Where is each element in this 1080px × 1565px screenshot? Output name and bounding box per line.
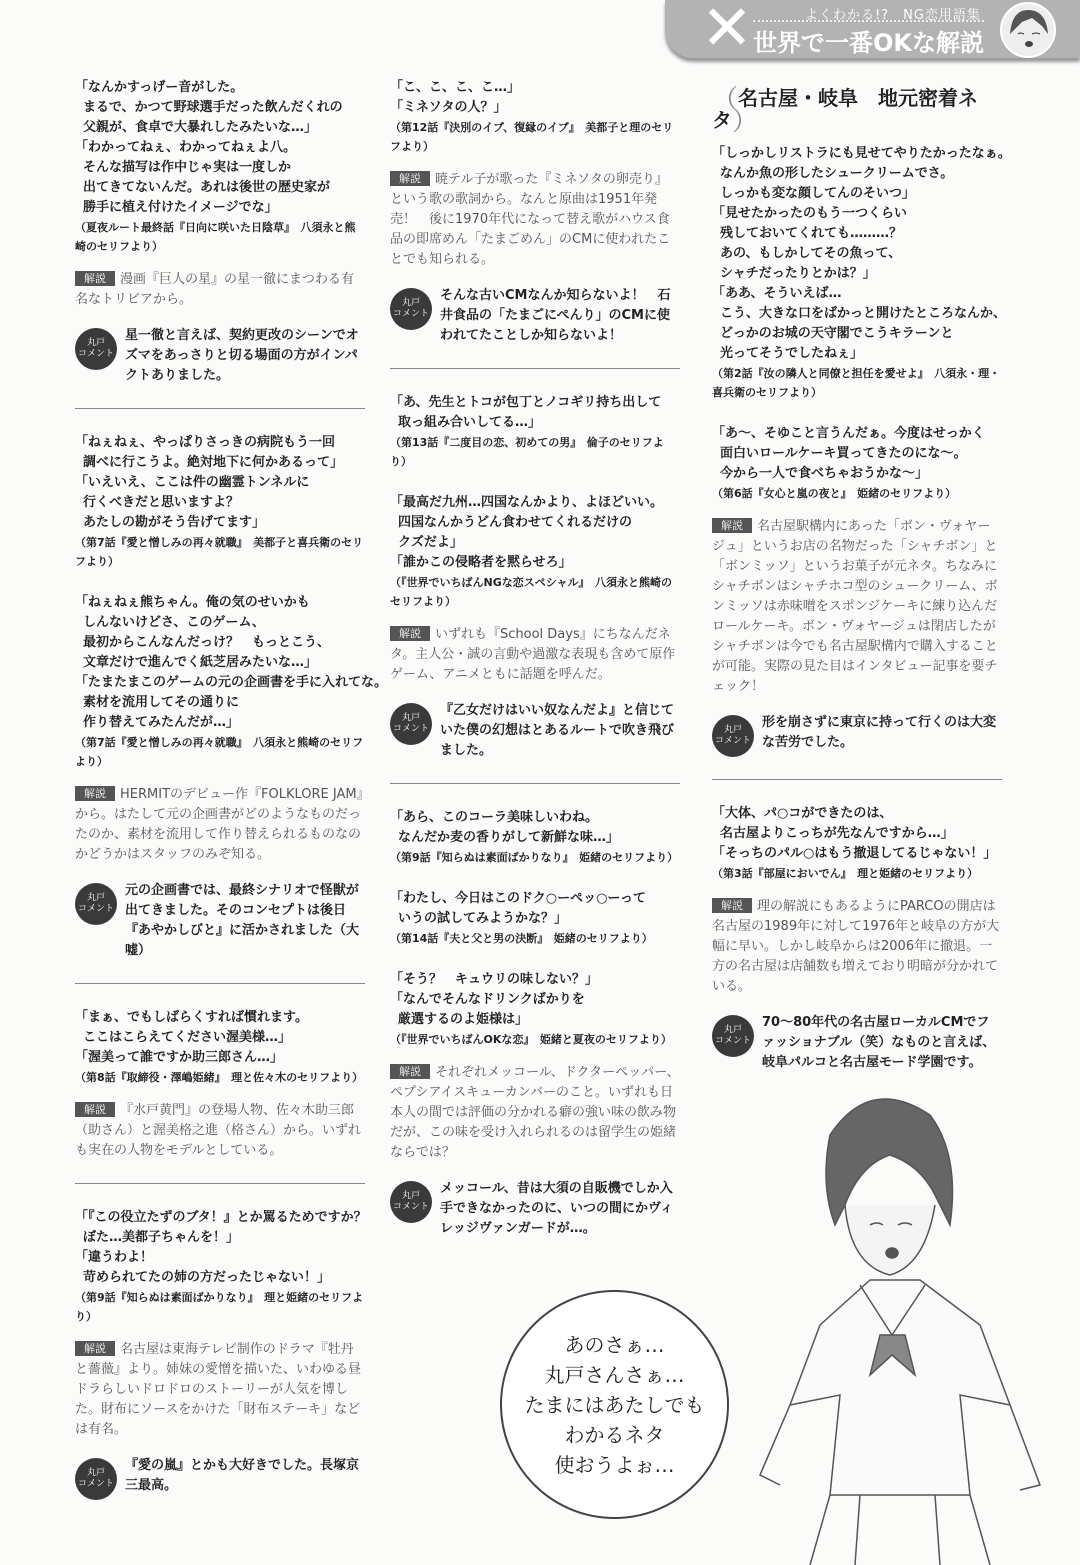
bubble-line: たまにはあたしでも [524, 1392, 705, 1417]
quote-line: 作り替えてみたんだが…」 [83, 715, 240, 730]
entry [390, 493, 680, 761]
kaisetsu-label: 解説 [390, 171, 430, 186]
section-divider [390, 783, 680, 784]
dialogue-quote [390, 493, 680, 573]
marudo-comment [390, 286, 680, 346]
marudo-comment-badge-icon [712, 715, 754, 757]
marudo-comment [75, 1456, 365, 1500]
explanation [712, 897, 1002, 997]
quote-line: 出てきてないんだ。あれは後世の歴史家が [83, 180, 331, 195]
badge-line: コメント [392, 309, 429, 319]
explanation [75, 1340, 365, 1440]
x-mark-icon: ✕ [701, 0, 753, 64]
entry [390, 808, 680, 867]
comment-text: 星一徹と言えば、契約更改のシーンでオズマをあっさりと切る場面の方がインパクトありました。 [125, 328, 359, 383]
entry [75, 593, 388, 961]
kaisetsu-label: 解説 [390, 1064, 430, 1079]
quote-line: 面白いロールケーキ買ってきたのにな～。 [720, 446, 967, 461]
column-1 [75, 78, 388, 1522]
marudo-comment-badge-icon [75, 883, 117, 925]
marudo-comment [75, 326, 365, 386]
explanation-text: HERMITのデビュー作『FOLKLORE JAM』から。はたして元の企画書がどのようなものだったのか、素材を流用して作り替えられるものなのかどうかはスタッフのみぞ知る。 [75, 787, 364, 862]
quote-line: なんか魚の形したシュークリームでさ。 [720, 166, 954, 181]
quote-line: 光ってそうでしたねぇ」 [720, 346, 864, 361]
explanation [712, 517, 1002, 697]
quote-line: クズだよ」 [398, 535, 463, 550]
entry [75, 1208, 365, 1500]
quote-line: 調べに行こうよ。絶対地下に何かあるって」 [83, 455, 344, 470]
kaisetsu-label: 解説 [390, 626, 430, 641]
explanation-text: 『水戸黄門』の登場人物、佐々木助三郎（助さん）と渥美格之進（格さん）から。いずれも実在の人物をモデルとしている。 [75, 1103, 362, 1158]
quote-line: 行くべきだと思いますよ？ [83, 495, 240, 510]
badge-line: 丸戸 [401, 298, 420, 308]
marudo-comment [712, 1013, 1002, 1073]
dialogue-quote [75, 78, 365, 218]
quote-source: （第13話『二度目の恋、初めての男』 倫子のセリフより） [390, 436, 664, 468]
entry [712, 424, 1002, 757]
badge-line: 丸戸 [723, 1025, 742, 1035]
kaisetsu-label: 解説 [712, 898, 752, 913]
explanation-text: 理の解説にもあるようにPARCOの開店は名古屋の1989年に対して1976年と岐阜の方が大幅に早い。しかし岐阜からは2006年に撤退。一方の名古屋は店舗数も増えており明暗が分かれている。 [712, 899, 1000, 994]
marudo-comment-badge-icon [75, 328, 117, 370]
quote-line: 「そう？ キュウリの味しない？」 [390, 972, 599, 987]
quote-line: どっかのお城の天守閣でこうキラーンと [720, 326, 954, 341]
kaisetsu-label: 解説 [75, 271, 115, 286]
comment-text: 『愛の嵐』とかも大好きでした。長塚京三最高。 [125, 1458, 360, 1493]
badge-line: コメント [714, 1036, 751, 1046]
quote-line: 「大体、パ○コができたのは、 [712, 806, 893, 821]
dialogue-quote [390, 393, 680, 433]
quote-line: 「いえいえ、ここは件の幽霊トンネルに [75, 475, 310, 490]
entry [390, 889, 680, 948]
badge-line: 丸戸 [86, 893, 105, 903]
explanation [75, 785, 365, 865]
speech-bubble [500, 1290, 729, 1519]
column-2 [390, 78, 680, 1261]
quote-line: 最初からこんなんだっけ？ もっとこう、 [83, 635, 331, 650]
marudo-comment-badge-icon [390, 703, 432, 745]
badge-line: 丸戸 [401, 1191, 420, 1201]
quote-source: （夏夜ルート最終話『日向に咲いた日陰草』 八須永と熊崎のセリフより） [75, 221, 356, 253]
explanation-text: 暁テル子が歌った『ミネソタの卵売り』という歌の歌詞から。なんと原曲は1951年発売！ 後に1970年代になって替え歌がハウス食品の即席めん「たまごめん」のCMに使われたことでも知られる。 [390, 172, 671, 267]
quote-source: （第2話『汝の隣人と同僚と担任を愛せよ』 八須永・理・喜兵衛のセリフより） [712, 367, 1001, 399]
badge-line: 丸戸 [86, 1468, 105, 1478]
explanation-text: それぞれメッコール、ドクターペッパー、ペプシアイスキューカンバーのこと。いずれも日本人の間では評価の分かれる癖の強い味の飲み物だが、この味を受け入れられるのは留学生の姫緒ならでは？ [390, 1065, 680, 1160]
quote-line: こう、大きな口をばかっと開けたところなんか、 [720, 306, 1007, 321]
quote-line: 「見せたかったのもう一つくらい [712, 206, 908, 221]
dialogue-quote [390, 970, 680, 1030]
bubble-line: 使おうよぉ… [554, 1452, 675, 1477]
bubble-line: 丸戸さんさぁ… [544, 1362, 685, 1387]
quote-line: 文章だけで進んでく紙芝居みたいな…」 [83, 655, 318, 670]
bracket-icon: ） [732, 107, 759, 137]
header-subtitle: よくわかる!? NG恋用語集 [805, 8, 981, 23]
quote-line: 「『この役立たずのブタ！』とか罵るためですか？ [75, 1210, 367, 1225]
comment-text: 70～80年代の名古屋ローカルCMでファッショナブル（笑）なものと言えば、岐阜パルコと名古屋モード学園です。 [762, 1015, 996, 1070]
comment-text: メッコール、昔は大須の自販機でしか入手できなかったのに、いつの間にかヴィレッジヴァンガードが…。 [440, 1181, 674, 1236]
quote-line: ぼた…美都子ちゃんを！」 [83, 1230, 240, 1245]
badge-line: コメント [77, 904, 114, 914]
quote-source: （第9話『知らぬは素面ばかりなり』 理と姫緒のセリフより） [75, 1291, 364, 1323]
entry [712, 804, 1002, 1073]
quote-line: しんないけどさ、このゲーム、 [83, 615, 265, 630]
quote-line: 「ミネソタの人？」 [390, 100, 507, 115]
quote-source: （第7話『愛と憎しみの再々就職』 八須永と熊崎のセリフより） [75, 736, 364, 768]
quote-source: （第6話『女心と嵐の夜と』 姫緒のセリフより） [712, 487, 957, 500]
quote-source: （第9話『知らぬは素面ばかりなり』 姫緒のセリフより） [390, 851, 679, 864]
entry [75, 433, 365, 571]
entry [712, 144, 1011, 402]
badge-line: コメント [392, 724, 429, 734]
badge-line: コメント [77, 349, 114, 359]
badge-line: コメント [392, 1202, 429, 1212]
quote-source: （第14話『夫と父と男の決断』 姫緒のセリフより） [390, 932, 653, 945]
entry [390, 393, 680, 471]
explanation [75, 1101, 365, 1161]
quote-line: 厳選するのよ姫様は」 [398, 1012, 529, 1027]
quote-line: 「ねぇねぇ熊ちゃん。俺の気のせいかも [75, 595, 310, 610]
character-face-icon [1000, 2, 1056, 58]
section-divider [75, 983, 365, 984]
quote-line: 「たまたまこのゲームの元の企画書を手に入れてな。 [75, 675, 388, 690]
quote-line: 「ああ、そういえば… [712, 286, 842, 301]
quote-line: 「渥美って誰ですか助三郎さん…」 [75, 1050, 284, 1065]
quote-line: 「わたし、今日はこのドク○ーペッ○ーって [390, 891, 646, 906]
quote-source: （第8話『取締役・澤嶋姫緒』 理と佐々木のセリフより） [75, 1071, 364, 1084]
dialogue-quote [75, 593, 388, 733]
quote-line: 「あ、先生とトコが包丁とノコギリ持ち出して [390, 395, 662, 410]
comment-text: 形を崩さずに東京に持って行くのは大変な苦労でした。 [762, 715, 997, 750]
explanation [75, 270, 365, 310]
entry [75, 78, 365, 386]
quote-line: 「わかってねぇ、わかってねぇよ八。 [75, 140, 297, 155]
dialogue-quote [390, 808, 680, 848]
dialogue-quote [75, 1208, 365, 1288]
section-heading [712, 85, 1002, 137]
quote-line: なんだか麦の香りがして新鮮な味…」 [398, 830, 620, 845]
quote-line: 「なんでそんなドリンクばかりを [390, 992, 585, 1007]
page-header-banner [665, 0, 1080, 64]
dialogue-quote [75, 1008, 365, 1068]
dialogue-quote [712, 144, 1011, 364]
quote-line: 今から一人で食べちゃおうかな～」 [720, 466, 929, 481]
badge-line: 丸戸 [723, 725, 742, 735]
quote-source: （第7話『愛と憎しみの再々就職』 美都子と喜兵衛のセリフより） [75, 536, 364, 568]
section-heading-text: 名古屋・岐阜 地元密着ネタ [712, 86, 979, 132]
column-3 [712, 78, 1011, 1095]
marudo-comment-badge-icon [390, 288, 432, 330]
quote-line: 「あ～、そゆこと言うんだぁ。今度はせっかく [712, 426, 985, 441]
section-divider [75, 408, 365, 409]
quote-line: 「こ、こ、こ、こ…」 [390, 80, 521, 95]
badge-line: 丸戸 [86, 338, 105, 348]
quote-source: （『世界でいちばんOKな恋』 姫緒と夏夜のセリフより） [390, 1033, 672, 1046]
dialogue-quote [390, 889, 680, 929]
quote-line: 「あら、このコーラ美味しいわね。 [390, 810, 599, 825]
badge-line: 丸戸 [401, 713, 420, 723]
explanation [390, 170, 680, 270]
quote-line: いうの試してみようかな？」 [398, 911, 568, 926]
quote-source: （第12話『決別のイブ、復縁のイブ』 美都子と理のセリフより） [390, 121, 674, 153]
badge-line: コメント [77, 1479, 114, 1489]
dialogue-quote [390, 78, 680, 118]
quote-source: （第3話『部屋においでん』 理と姫緒のセリフより） [712, 867, 979, 880]
quote-line: 「誰かこの侵略者を黙らせろ」 [390, 555, 572, 570]
marudo-comment [390, 701, 680, 761]
dialogue-quote [712, 424, 1002, 484]
dialogue-quote [712, 804, 1002, 864]
marudo-comment [75, 881, 365, 961]
quote-line: 素材を流用してその通りに [83, 695, 240, 710]
section-divider [712, 779, 1002, 780]
kaisetsu-label: 解説 [75, 1341, 115, 1356]
quote-line: あたしの勘がそう告げてます」 [83, 515, 266, 530]
quote-line: 「なんかすっげー音がした。 [75, 80, 244, 95]
explanation-text: 名古屋駅構内にあった「ボン・ヴォヤージュ」というお店の名物だった「シャチボン」と「ボンミッソ」というお菓子が元ネタ。ちなみにシャチボンはシャチホコ型のシュークリーム、ボンミッソは赤味噌をスポンジケーキに練り込んだロールケーキ。ボン・ヴォヤージュは閉店したがシャチボンは今でも名古屋駅構内で購入することが可能。実際の見た目はインタビュー記事を要チェック！ [712, 519, 998, 694]
marudo-comment [390, 1179, 680, 1239]
explanation [390, 625, 680, 685]
kaisetsu-label: 解説 [75, 1102, 115, 1117]
quote-line: 「最高だ九州…四国なんかより、よほどいい。 [390, 495, 664, 510]
quote-line: しっかも変な顔してんのそいつ」 [720, 186, 916, 201]
bubble-line: わかるネタ [564, 1422, 665, 1447]
marudo-comment-badge-icon [712, 1015, 754, 1057]
section-divider [390, 368, 680, 369]
quote-line: 父親が、食卓で大暴れしたみたいな…」 [83, 120, 318, 135]
quote-line: 「そっちのパル○はもう撤退してるじゃない！」 [712, 846, 997, 861]
quote-line: 苛められてたの姉の方だったじゃない！」 [83, 1270, 331, 1285]
quote-line: そんな描写は作中じゃ実は一度しか [83, 160, 292, 175]
quote-line: 「ねぇねぇ、やっぱりさっきの病院もう一回 [75, 435, 336, 450]
quote-line: 「違うわよ！ [75, 1250, 154, 1265]
comment-text: 元の企画書では、最終シナリオで怪獣が出てきました。そのコンセプトは後日『あやかしびと』に活かされました（大嘘） [125, 883, 360, 958]
section-divider [75, 1183, 365, 1184]
explanation [390, 1063, 680, 1163]
bubble-line: あのさぁ… [564, 1332, 665, 1357]
header-title: 世界で一番OKな解説 [753, 20, 984, 58]
comment-text: 『乙女だけはいい奴なんだよ』と信じていた僕の幻想はとあるルートで吹き飛びました。 [440, 703, 675, 758]
entry [75, 1008, 365, 1161]
badge-line: コメント [714, 736, 751, 746]
dialogue-quote [75, 433, 365, 533]
marudo-comment-badge-icon [390, 1181, 432, 1223]
quote-source: （『世界でいちばんNGな恋スペシャル』 八須永と熊崎のセリフより） [390, 576, 673, 608]
bracket-icon: （ [712, 85, 739, 115]
quote-line: 四国なんかうどん食わせてくれるだけの [398, 515, 633, 530]
quote-line: ここはこらえてください渥美様…」 [83, 1030, 292, 1045]
character-illustration [720, 1075, 1080, 1565]
quote-line: 勝手に植え付けたイメージでな」 [83, 200, 278, 215]
quote-line: シャチだったりとかは？」 [720, 266, 876, 281]
quote-line: 名古屋よりこっちが先なんですから…」 [720, 826, 954, 841]
quote-line: 残しておいてくれても………？ [720, 226, 903, 241]
quote-line: 「まぁ、でもしばらくすれば慣れます。 [75, 1010, 308, 1025]
explanation-text: いずれも『School Days』にちなんだネタ。主人公・誠の言動や過激な表現も含めて原作ゲーム、アニメともに話題を呼んだ。 [390, 627, 676, 682]
kaisetsu-label: 解説 [712, 518, 752, 533]
explanation-text: 名古屋は東海テレビ制作のドラマ『牡丹と薔薇』より。姉妹の愛憎を描いた、いわゆる昼ドラらしいドロドロのストーリーが人気を博した。財布にソースをかけた「財布ステーキ」などは有名。 [75, 1342, 362, 1437]
quote-line: まるで、かつて野球選手だった飲んだくれの [83, 100, 343, 115]
comment-text: そんな古いCMなんか知らないよ！ 石井食品の「たまごにぺんり」のCMに使われてたことしか知らないよ！ [440, 288, 671, 343]
quote-line: あの、もしかしてその魚って、 [720, 246, 902, 261]
marudo-comment [712, 713, 1002, 757]
entry [390, 970, 680, 1239]
quote-line: 「しっかしリストラにも見せてやりたかったなぁ。 [712, 146, 1011, 161]
kaisetsu-label: 解説 [75, 786, 115, 801]
explanation-text: 漫画『巨人の星』の星一徹にまつわる有名なトリビアから。 [75, 272, 355, 307]
quote-line: 取っ組み合いしてる…」 [398, 415, 542, 430]
marudo-comment-badge-icon [75, 1458, 117, 1500]
entry [390, 78, 680, 346]
